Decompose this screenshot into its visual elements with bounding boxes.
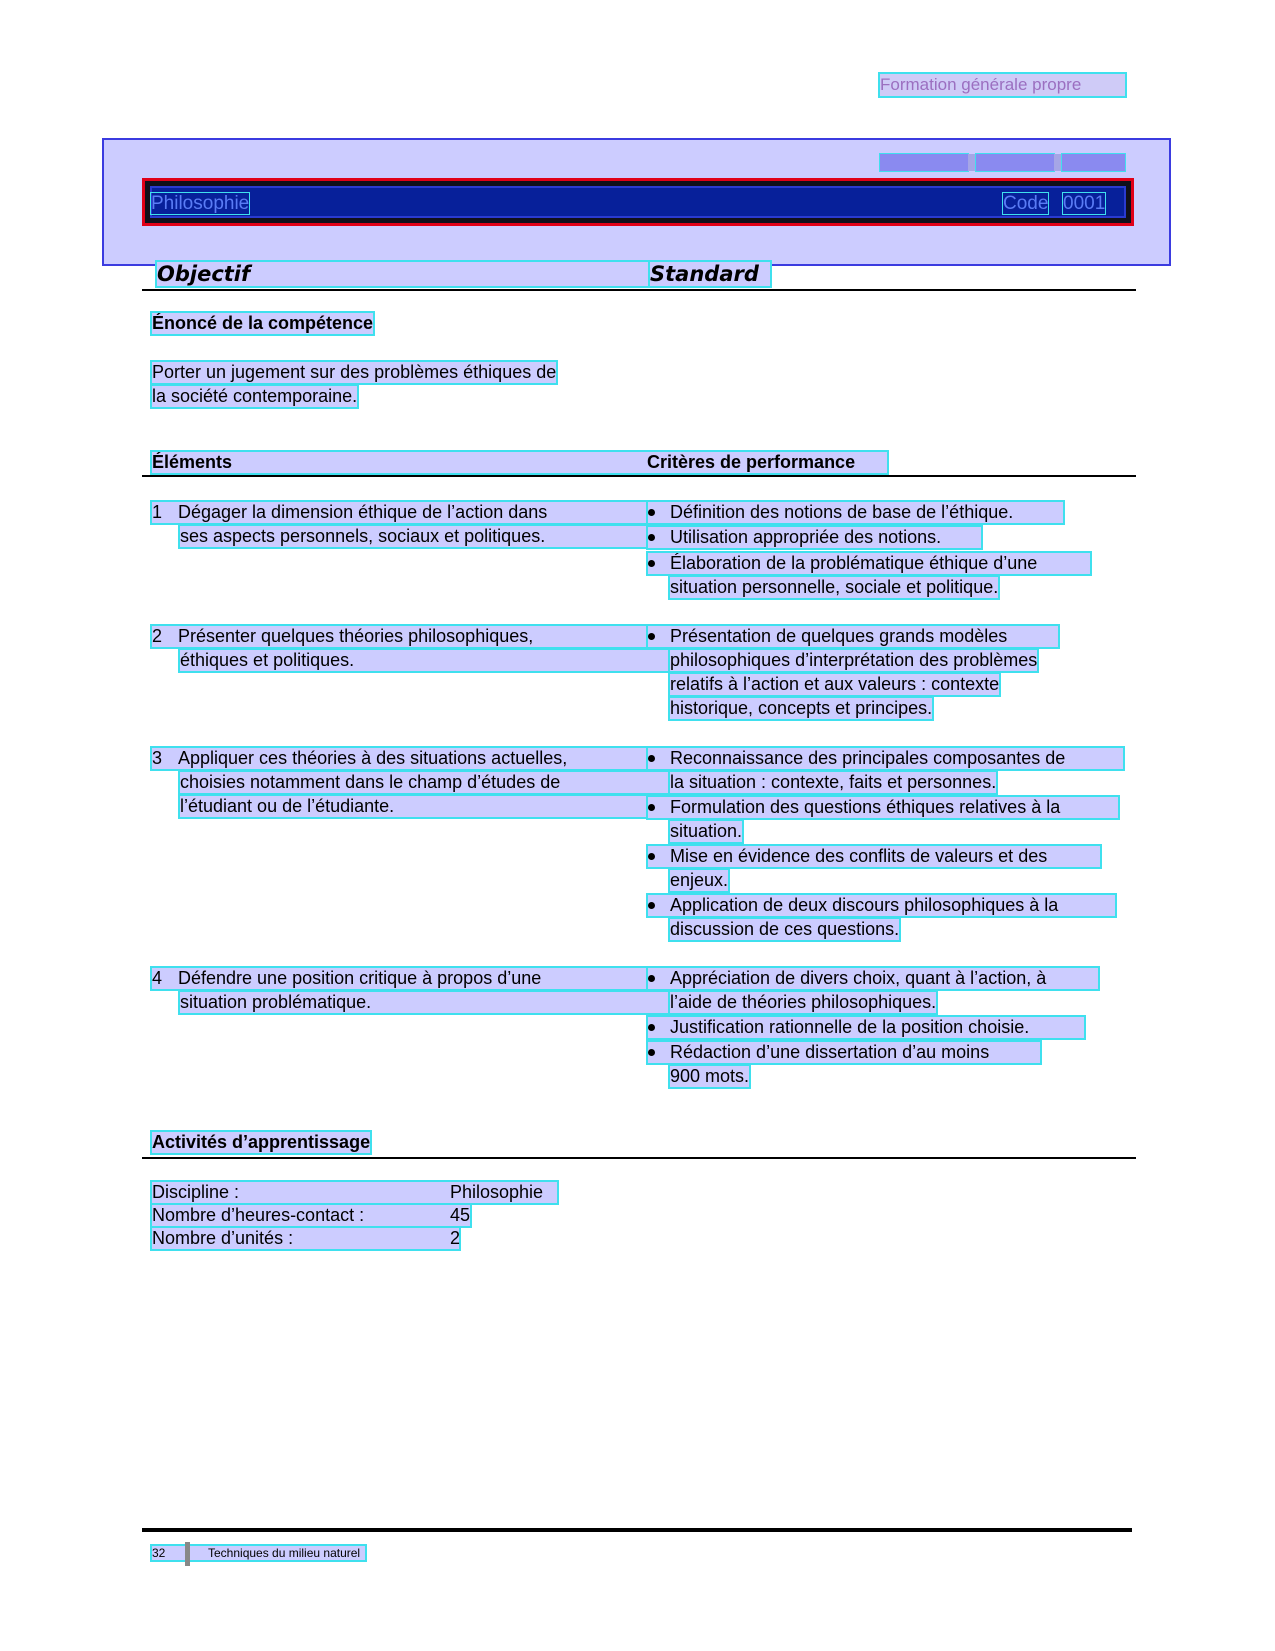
- criterion-line: discussion de ces questions.: [670, 919, 900, 939]
- course-title-inner: [150, 186, 1126, 218]
- bullet-icon: [648, 1024, 655, 1031]
- criterion: [648, 527, 981, 548]
- activity-value: 2: [450, 1228, 461, 1248]
- element-line: Défendre une position critique à propos d’une: [178, 968, 542, 988]
- footer-rule: [142, 1528, 1132, 1532]
- criterion-line: Mise en évidence des conflits de valeurs et des: [670, 846, 1048, 866]
- criterion: [648, 797, 1118, 818]
- objective-heading: Objectif: [157, 262, 655, 286]
- standard-heading: Standard: [650, 262, 770, 286]
- element-row: [152, 968, 652, 989]
- course-code-label: Code: [1003, 193, 1049, 214]
- activity-label: Discipline :: [152, 1182, 240, 1202]
- criterion-line: Application de deux discours philosophiques à la: [670, 895, 1059, 915]
- criteria-heading: Critères de performance: [647, 452, 856, 472]
- element-row: [152, 748, 652, 769]
- bullet-icon: [648, 755, 655, 762]
- banner-tab: [880, 154, 968, 171]
- table-header-rule: [142, 475, 1136, 477]
- course-title: Philosophie: [151, 193, 250, 214]
- element-row: [152, 502, 652, 523]
- banner-tabs: [880, 154, 1125, 171]
- criterion: [648, 626, 1058, 647]
- element-number: 3: [152, 748, 163, 768]
- bullet-icon: [648, 560, 655, 567]
- element-line: ses aspects personnels, sociaux et politiques.: [180, 526, 670, 547]
- competence-line: la société contemporaine.: [152, 386, 358, 406]
- criterion: [648, 748, 1123, 769]
- element-number: 4: [152, 968, 163, 988]
- footer-divider: [185, 1542, 190, 1566]
- criterion-line: 900 mots.: [670, 1066, 750, 1086]
- criterion-line: la situation : contexte, faits et personnes.: [670, 772, 997, 792]
- criterion: [648, 1042, 1040, 1063]
- element-line: l’étudiant ou de l’étudiante.: [180, 796, 670, 817]
- criterion-line: Présentation de quelques grands modèles: [670, 626, 1008, 646]
- header-rule: [142, 289, 1136, 291]
- course-code-value: 0001: [1063, 193, 1106, 214]
- element-line: choisies notamment dans le champ d’études de: [180, 772, 670, 793]
- element-number: 2: [152, 626, 163, 646]
- activity-value: 45: [450, 1205, 471, 1225]
- bullet-icon: [648, 902, 655, 909]
- banner-tab-divider: [968, 154, 976, 171]
- activity-label: Nombre d’heures-contact :: [152, 1205, 365, 1225]
- banner-tab-divider: [1054, 154, 1062, 171]
- criterion-line: enjeux.: [670, 870, 729, 890]
- bullet-icon: [648, 633, 655, 640]
- activity-label: Nombre d’unités :: [152, 1228, 294, 1248]
- element-number: 1: [152, 502, 163, 522]
- criterion: [648, 968, 1098, 989]
- element-line: Dégager la dimension éthique de l’action dans: [178, 502, 548, 522]
- criterion-line: Utilisation appropriée des notions.: [670, 527, 942, 547]
- activities-heading: Activités d’apprentissage: [152, 1132, 371, 1152]
- element-row: [152, 626, 652, 647]
- criterion: [648, 895, 1115, 916]
- criterion: [648, 846, 1100, 867]
- element-line: éthiques et politiques.: [180, 650, 670, 671]
- section-header: Formation générale propre: [880, 74, 1125, 96]
- bullet-icon: [648, 804, 655, 811]
- activities-rule: [142, 1157, 1136, 1159]
- criterion-line: Rédaction d’une dissertation d’au moins: [670, 1042, 990, 1062]
- criterion-line: historique, concepts et principes.: [670, 698, 933, 718]
- elements-heading: Éléments: [152, 452, 887, 473]
- criterion-line: philosophiques d’interprétation des problèmes: [670, 650, 1038, 670]
- element-line: Présenter quelques théories philosophiques,: [178, 626, 534, 646]
- page-number: 32: [152, 1546, 166, 1560]
- competence-heading: Énoncé de la compétence: [152, 313, 374, 333]
- footer-program: Techniques du milieu naturel: [208, 1546, 361, 1560]
- criterion-line: situation.: [670, 821, 743, 841]
- criterion-line: Justification rationnelle de la position choisie.: [670, 1017, 1030, 1037]
- element-line: situation problématique.: [180, 992, 670, 1013]
- activity-row: [152, 1205, 470, 1226]
- criterion-line: Formulation des questions éthiques relatives à la: [670, 797, 1061, 817]
- criterion-line: Élaboration de la problématique éthique d’une: [670, 553, 1038, 573]
- activity-row: [152, 1228, 459, 1249]
- bullet-icon: [648, 1049, 655, 1056]
- bullet-icon: [648, 975, 655, 982]
- criterion-line: Reconnaissance des principales composantes de: [670, 748, 1066, 768]
- footer: [152, 1546, 365, 1560]
- criterion-line: situation personnelle, sociale et politique.: [670, 577, 999, 597]
- course-title-bar: [142, 178, 1134, 226]
- criterion-line: l’aide de théories philosophiques.: [670, 992, 937, 1012]
- bullet-icon: [648, 534, 655, 541]
- activity-row: [152, 1182, 557, 1203]
- activity-value: Philosophie: [450, 1182, 544, 1202]
- banner-tab: [976, 154, 1054, 171]
- element-line: Appliquer ces théories à des situations actuelles,: [178, 748, 568, 768]
- criterion: [648, 1017, 1084, 1038]
- criterion: [648, 502, 1063, 523]
- banner-tab: [1062, 154, 1125, 171]
- criterion: [648, 553, 1090, 574]
- competence-line: Porter un jugement sur des problèmes éthiques de: [152, 362, 557, 382]
- criterion-line: Définition des notions de base de l’éthique.: [670, 502, 1014, 522]
- bullet-icon: [648, 509, 655, 516]
- criterion-line: Appréciation de divers choix, quant à l’action, à: [670, 968, 1047, 988]
- criterion-line: relatifs à l’action et aux valeurs : contexte: [670, 674, 1000, 694]
- bullet-icon: [648, 853, 655, 860]
